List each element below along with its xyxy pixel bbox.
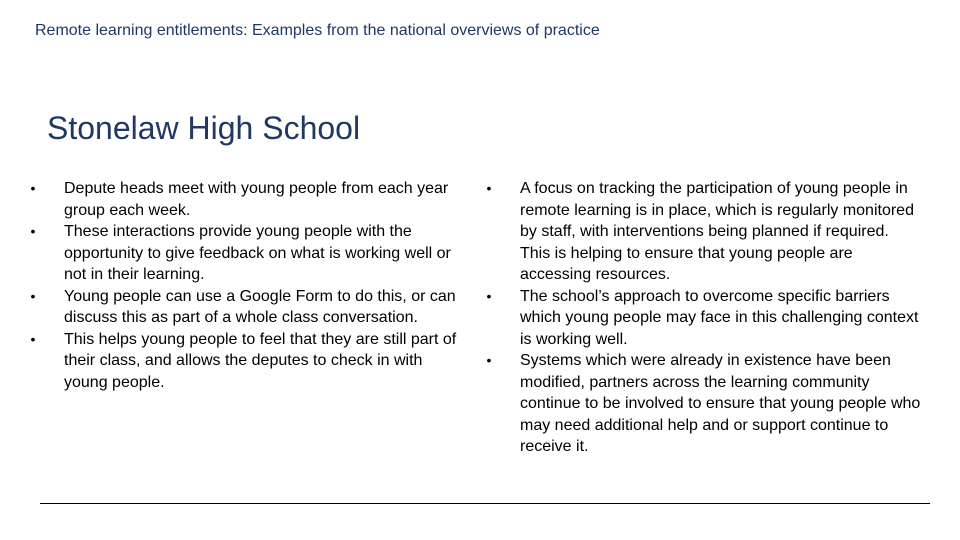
- list-item: [483, 350, 923, 458]
- bullet-icon: •: [486, 180, 492, 196]
- list-item-text: Systems which were already in existence have been modified, partners across the learning community continue to be involved to ensure that young people who may need additional help and or support continue to receive it.: [520, 352, 921, 455]
- list-item: [27, 329, 467, 394]
- list-item: [27, 286, 467, 329]
- list-item-text: Young people can use a Google Form to do this, or can discuss this as part of a whole class conversation.: [64, 287, 456, 326]
- bullet-icon: •: [30, 180, 36, 196]
- bullet-icon: •: [486, 287, 492, 304]
- list-item-text: Depute heads meet with young people from each year group each week.: [64, 180, 449, 219]
- header-title: Remote learning entitlements: Examples from the national overviews of practice: [35, 22, 600, 39]
- footer-divider: [40, 503, 930, 504]
- bullet-icon: •: [30, 223, 36, 239]
- list-item: [27, 178, 467, 221]
- list-item-text: This helps young people to feel that they are still part of their class, and allows the deputes to check in with young people.: [64, 330, 457, 391]
- page-title: Stonelaw High School: [47, 110, 361, 146]
- list-item: [27, 221, 467, 286]
- list-item-text: The school’s approach to overcome specific barriers which young people may face in this challenging context is working well.: [520, 287, 919, 348]
- right-bullet-list: [483, 178, 923, 458]
- bullet-icon: •: [30, 287, 36, 304]
- list-item: [483, 286, 923, 351]
- bullet-icon: •: [30, 330, 36, 347]
- list-item-text: A focus on tracking the participation of young people in remote learning is in place, which is regularly monitored by staff, with interventions being planned if required. This is helping to ensure that young people are accessing resources.: [520, 180, 914, 283]
- bullet-icon: •: [486, 352, 492, 368]
- left-bullet-list: [27, 178, 467, 393]
- list-item: [483, 178, 923, 286]
- list-item-text: These interactions provide young people with the opportunity to give feedback on what is working well or not in their learning.: [64, 223, 451, 283]
